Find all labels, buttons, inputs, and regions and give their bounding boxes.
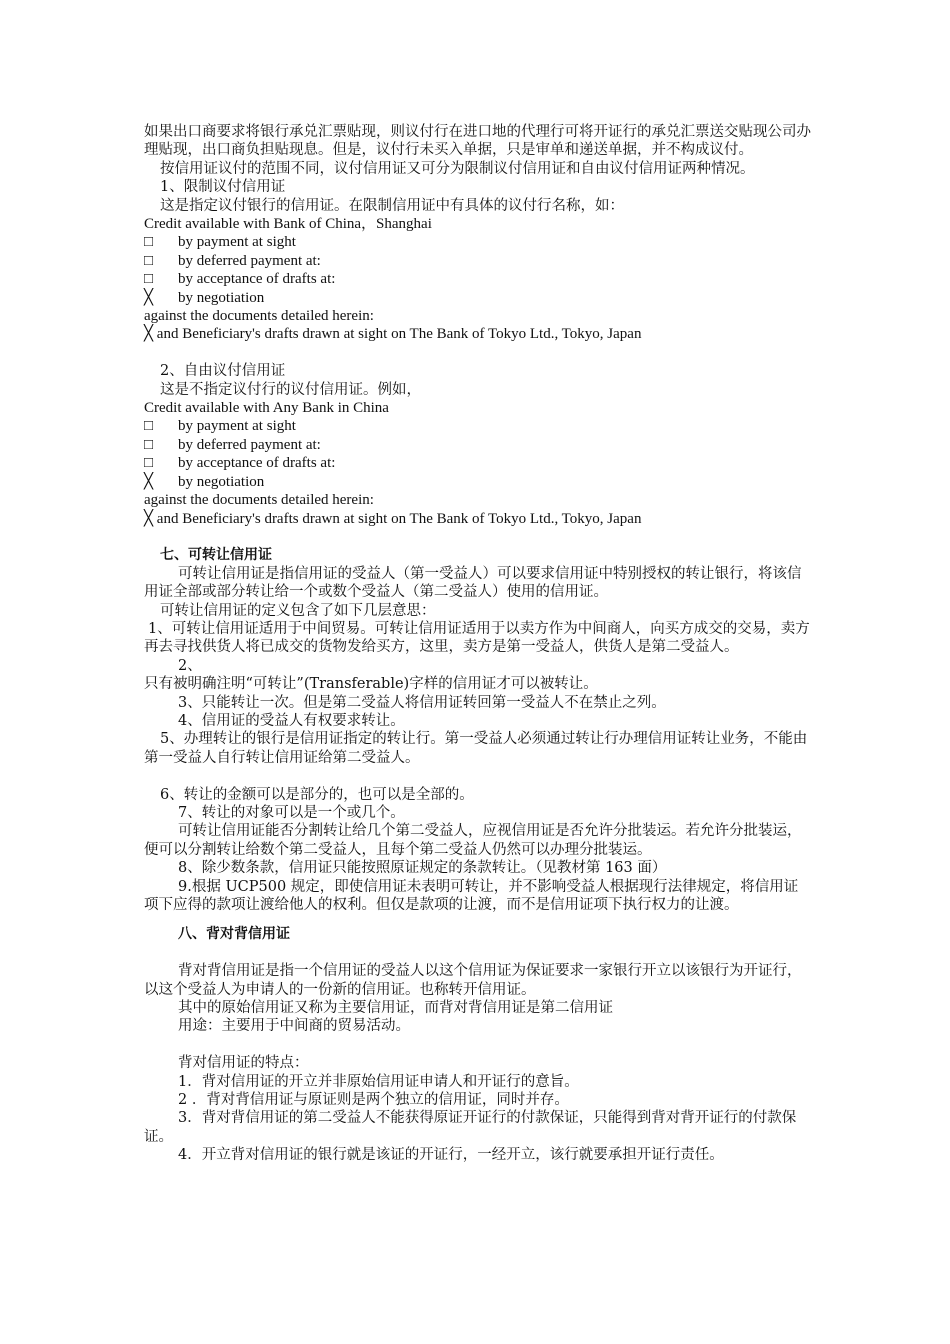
transferable-point-2-number: 2、	[178, 657, 202, 674]
checkbox-icon: □	[144, 234, 154, 251]
back-to-back-feature-2: 2 ．背对背信用证与原证则是两个独立的信用证，同时并存。	[178, 1092, 569, 1109]
paragraph-scope: 按信用证议付的范围不同，议付信用证又可分为限制议付信用证和自由议付信用证两种情况。	[160, 160, 755, 177]
transferable-point-9: 9.根据 UCP500 规定，即使信用证未表明可转让，并不影响受益人根据现行法律规定，将信用证项下应得的款项让渡给他人的权利。但仅是款项的让渡，而不是信用证项下执行权力的让渡。	[144, 878, 799, 914]
option-acceptance-of-drafts: □ by acceptance of drafts at:	[144, 455, 336, 472]
transferable-meanings-intro: 可转让信用证的定义包含了如下几层意思：	[160, 602, 436, 619]
spacer	[144, 944, 812, 962]
transferable-point-8: 8、除少数条款，信用证只能按照原证规定的条款转让。（见教材第 163 面）	[178, 860, 667, 877]
checked-box-icon: ╳	[144, 289, 154, 306]
against-documents-line: against the documents detailed herein:	[144, 308, 374, 325]
section-free-desc: 这是不指定议付行的议付信用证。例如，	[160, 381, 421, 398]
credit-available-line: Credit available with Bank of China，Shanghai	[144, 216, 432, 233]
transferable-partial-shipment: 可转让信用证能否分割转让给几个第二受益人，应视信用证是否允许分批装运。若允许分批装运，便可以分割转让给数个第二受益人，且每个第二受益人仍然可以办理分批装运。	[144, 823, 802, 858]
checkbox-icon: □	[144, 455, 154, 472]
spacer	[144, 767, 812, 785]
option-deferred-payment: □ by deferred payment at:	[144, 436, 321, 453]
option-negotiation: ╳ by negotiation	[144, 289, 265, 306]
credit-available-line: Credit available with Any Bank in China	[144, 400, 389, 417]
checked-box-icon: ╳	[144, 473, 154, 490]
option-acceptance-of-drafts: □ by acceptance of drafts at:	[144, 271, 336, 288]
section-restricted-desc: 这是指定议付银行的信用证。在限制信用证中有具体的议付行名称，如：	[160, 197, 624, 214]
back-to-back-usage: 用途：主要用于中间商的贸易活动。	[178, 1018, 410, 1035]
spacer	[144, 1036, 812, 1054]
back-to-back-feature-4: 4．开立背对信用证的银行就是该证的开证行，一经开立，该行就要承担开证行责任。	[178, 1147, 724, 1164]
option-negotiation: ╳ by negotiation	[144, 473, 265, 490]
transferable-point-1: 1、可转让信用证适用于中间贸易。可转让信用证适用于以卖方作为中间商人，向买方成交的交易，卖方再去寻找供货人将已成交的货物发给买方，这里，卖方是第一受益人，供货人是第二受益人。	[144, 620, 810, 656]
back-to-back-features-title: 背对信用证的特点：	[178, 1055, 309, 1072]
back-to-back-feature-3: 3．背对背信用证的第二受益人不能获得原证开证行的付款保证，只能得到背对背开证行的付款保证。	[144, 1110, 797, 1145]
checkbox-icon: □	[144, 252, 154, 269]
document-page	[144, 123, 812, 1165]
heading-transferable-credit: 七、可转让信用证	[160, 547, 272, 564]
checkbox-icon: □	[144, 418, 154, 435]
transferable-point-6: 6、转让的金额可以是部分的，也可以是全部的。	[160, 786, 474, 803]
transferable-point-5: 5、办理转让的银行是信用证指定的转让行。第一受益人必须通过转让行办理信用证转让业务，不能由第一受益人自行转让信用证给第二受益人。	[144, 731, 808, 766]
section-restricted-title: 1、限制议付信用证	[160, 179, 286, 196]
beneficiary-drafts-line: ╳ and Beneficiary's drafts drawn at sight on The Bank of Tokyo Ltd., Tokyo, Japan	[144, 510, 642, 527]
checkbox-icon: □	[144, 271, 154, 288]
transferable-point-7: 7、转让的对象可以是一个或几个。	[178, 804, 405, 821]
back-to-back-master-credit: 其中的原始信用证又称为主要信用证，而背对背信用证是第二信用证	[178, 1000, 613, 1017]
transferable-point-2-text: 只有被明确注明“可转让”(Transferable)字样的信用证才可以被转让。	[144, 676, 598, 693]
option-deferred-payment: □ by deferred payment at:	[144, 252, 321, 269]
transferable-definition: 可转让信用证是指信用证的受益人（第一受益人）可以要求信用证中特别授权的转让银行，将该信用证全部或部分转让给一个或数个受益人（第二受益人）使用的信用证。	[144, 565, 802, 601]
beneficiary-drafts-line: ╳ and Beneficiary's drafts drawn at sight on The Bank of Tokyo Ltd., Tokyo, Japan	[144, 326, 642, 343]
against-documents-line: against the documents detailed herein:	[144, 492, 374, 509]
option-payment-at-sight: □ by payment at sight	[144, 418, 296, 435]
option-payment-at-sight: □ by payment at sight	[144, 234, 296, 251]
spacer	[144, 344, 812, 362]
back-to-back-feature-1: 1．背对信用证的开立并非原始信用证申请人和开证行的意旨。	[178, 1073, 579, 1090]
transferable-point-4: 4、信用证的受益人有权要求转让。	[178, 712, 405, 729]
transferable-point-3: 3、只能转让一次。但是第二受益人将信用证转回第一受益人不在禁止之列。	[178, 694, 666, 711]
checkbox-icon: □	[144, 436, 154, 453]
paragraph-discount: 如果出口商要求将银行承兑汇票贴现，则议付行在进口地的代理行可将开证行的承兑汇票送交贴现公司办理贴现，出口商负担贴现息。但是，议付行未买入单据，只是审单和递送单据，并不构成议付。	[144, 124, 811, 159]
heading-back-to-back-credit: 八、背对背信用证	[178, 926, 290, 943]
section-free-title: 2、自由议付信用证	[160, 363, 286, 380]
spacer	[144, 528, 812, 546]
spacer	[144, 914, 812, 925]
back-to-back-definition: 背对背信用证是指一个信用证的受益人以这个信用证为保证要求一家银行开立以该银行为开证行，以这个受益人为申请人的一份新的信用证。也称转开信用证。	[144, 963, 802, 998]
